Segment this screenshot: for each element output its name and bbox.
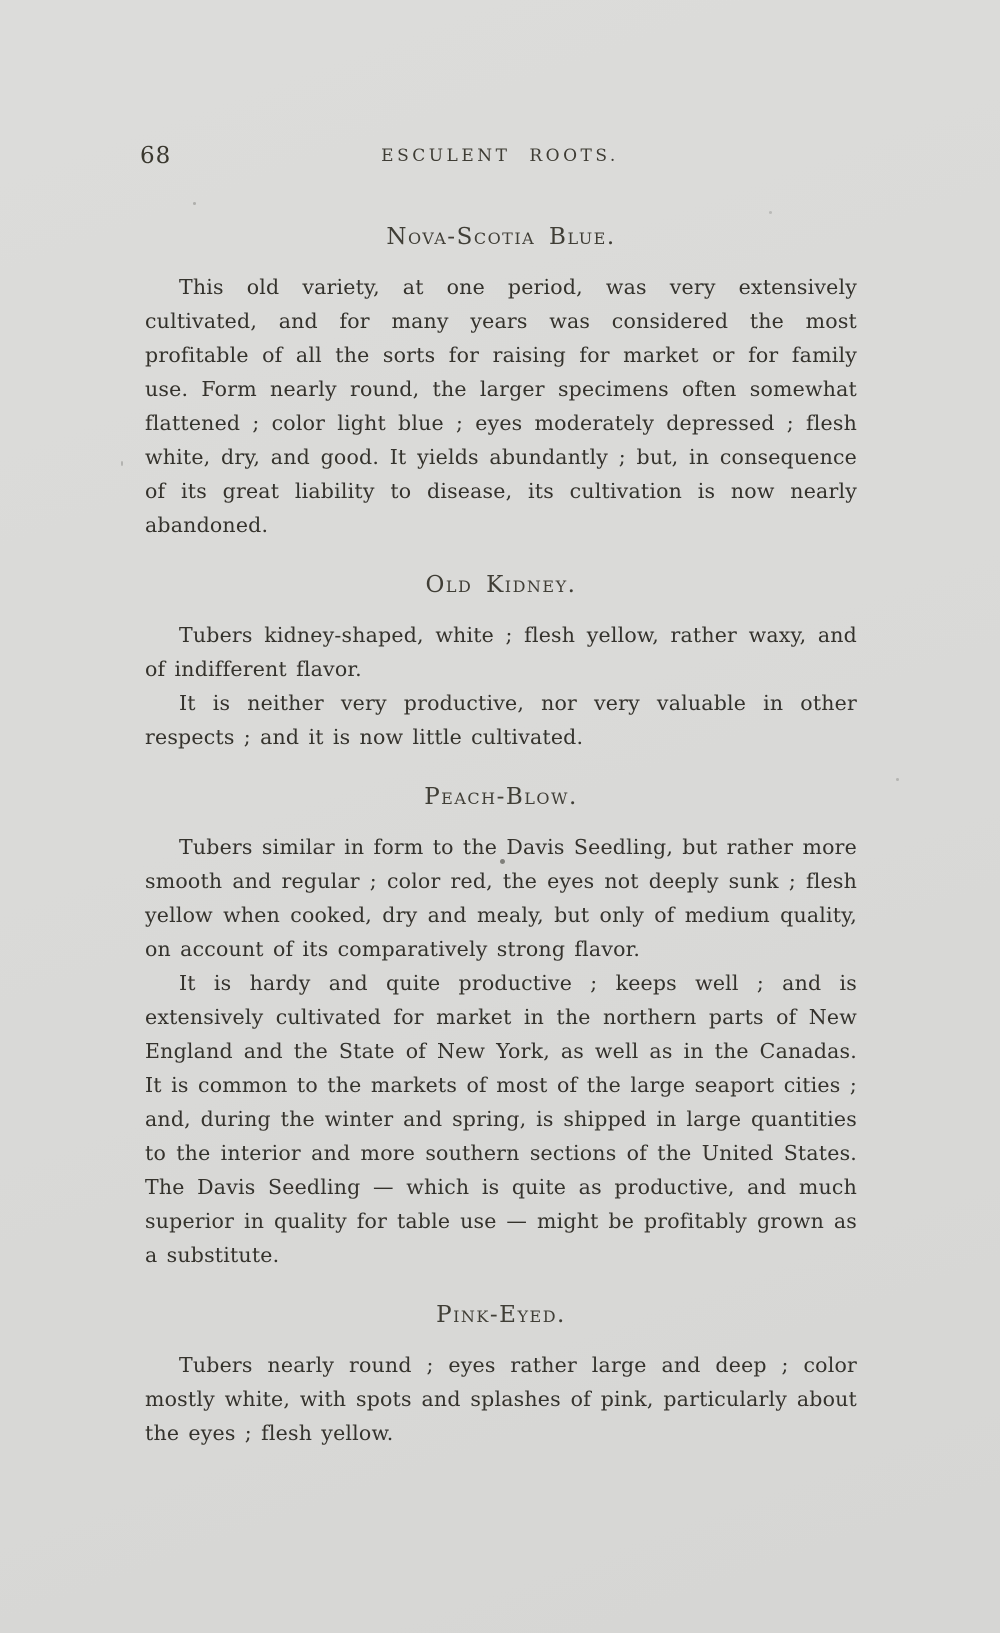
paragraph: Tubers nearly round ; eyes rather large and deep ; color mostly white, with spots and splashes of pink, particularly about the eyes ; flesh yellow. bbox=[145, 1353, 857, 1445]
section-pink-eyed bbox=[145, 1302, 857, 1450]
section-old-kidney bbox=[145, 572, 857, 754]
running-head bbox=[0, 143, 1000, 174]
paragraph: Tubers similar in form to the Davis Seedling, but rather more smooth and regular ; color red, the eyes not deeply sunk ; flesh yellow when cooked, dry and mealy, but only of medium quality, on account of its comparatively strong flavor. bbox=[145, 835, 857, 961]
section-heading: Nova-Scotia Blue. bbox=[386, 224, 616, 250]
section-peach-blow bbox=[145, 784, 857, 1272]
page-body bbox=[145, 198, 857, 1450]
scan-speck bbox=[121, 461, 123, 466]
section-heading: Old Kidney. bbox=[425, 572, 577, 598]
running-header-title: ESCULENT ROOTS. bbox=[381, 146, 619, 166]
scan-speck bbox=[500, 859, 505, 864]
paragraph: This old variety, at one period, was very extensively cultivated, and for many years was considered the most profitable of all the sorts for raising for market or for family use. Form nearly round, the larger specimens often somewhat flattened ; color light blue ; eyes moderately depressed ; flesh white, dry, and good. It yields abundantly ; but, in consequence of its great liability to disease, its cultivation is now nearly abandoned. bbox=[145, 275, 857, 537]
paragraph: It is neither very productive, nor very valuable in other respects ; and it is now little cultivated. bbox=[145, 691, 857, 749]
paragraph: Tubers kidney-shaped, white ; flesh yellow, rather waxy, and of indifferent flavor. bbox=[145, 623, 857, 681]
page-number: 68 bbox=[140, 143, 172, 169]
section-nova-scotia-blue bbox=[145, 224, 857, 542]
section-heading: Pink-Eyed. bbox=[436, 1302, 566, 1328]
paragraph: It is hardy and quite productive ; keeps well ; and is extensively cultivated for market in the northern parts of New England and the State of New York, as well as in the Canadas. It is common to the markets of most of the large seaport cities ; and, during the winter and spring, is shipped in large quantities to the interior and more southern sections of the United States. The Davis Seedling — which is quite as productive, and much superior in quality for table use — might be profitably grown as a substitute. bbox=[145, 971, 857, 1267]
section-heading: Peach-Blow. bbox=[424, 784, 578, 810]
scan-speck bbox=[193, 202, 196, 205]
scan-speck bbox=[896, 778, 899, 781]
scan-speck bbox=[769, 211, 772, 214]
